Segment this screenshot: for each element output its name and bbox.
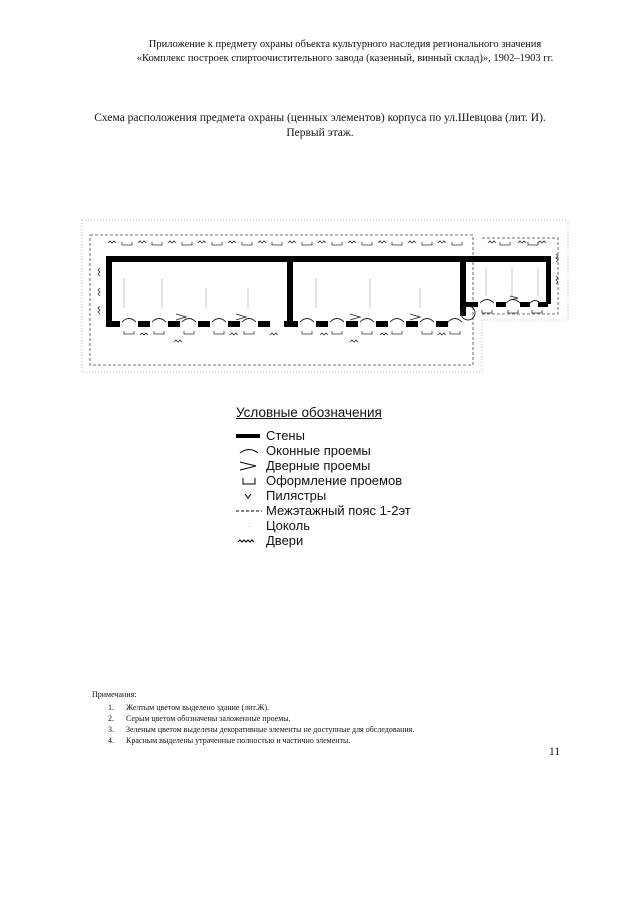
legend-label: Стены <box>266 428 305 443</box>
notes-title: Примечания: <box>92 690 137 699</box>
scheme-title-line-2: Первый этаж. <box>286 127 354 139</box>
legend-item-pilasters <box>236 488 456 503</box>
legend-label: Оформление проемов <box>266 473 403 488</box>
legend-item-doors <box>236 533 456 548</box>
opening-frame-icon <box>236 473 262 488</box>
note-text: Желтым цветом выделено здание (лит.Ж). <box>126 703 270 712</box>
side-decor <box>98 254 558 314</box>
wall-top <box>106 256 546 262</box>
window-arc-icon <box>236 443 262 458</box>
note-number: 2. <box>108 714 114 723</box>
legend-label: Межэтажный пояс 1-2эт <box>266 503 411 518</box>
header-line-1: Приложение к предмету охраны объекта культурного наследия регионального значения <box>148 39 542 50</box>
scheme-title <box>70 111 570 141</box>
plinth-outline <box>82 220 568 372</box>
note-number: 1. <box>108 703 114 712</box>
scheme-title-line-1: Схема расположения предмета охраны (ценных элементов) корпуса по ул.Шевцова (лит. И). <box>94 112 546 124</box>
legend-label: Дверные проемы <box>266 458 371 473</box>
document-header <box>110 38 580 66</box>
floor-plan-drawing <box>80 218 570 380</box>
notes <box>92 689 562 746</box>
plinth-dots-icon <box>236 518 262 533</box>
legend-label: Двери <box>266 533 304 548</box>
note-item <box>92 735 562 746</box>
wall-partition-1 <box>287 256 293 322</box>
door-zigzag-icon <box>236 533 262 548</box>
note-item <box>92 702 562 713</box>
note-text: Зеленым цветом выделены декоративные элементы не доступные для обследования. <box>126 725 415 734</box>
walls <box>106 256 551 322</box>
pilaster-icon <box>236 488 262 503</box>
dashed-line-icon <box>236 503 262 518</box>
page-number: 11 <box>549 746 561 758</box>
legend <box>236 405 456 548</box>
note-item <box>92 724 562 735</box>
note-number: 4. <box>108 736 114 745</box>
wall-symbol-icon <box>236 428 262 443</box>
legend-label: Оконные проемы <box>266 443 371 458</box>
wall-left <box>106 256 112 322</box>
top-decor-row <box>108 241 546 243</box>
note-item <box>92 713 562 724</box>
wall-annex-right <box>546 256 551 304</box>
legend-label: Цоколь <box>266 518 310 533</box>
legend-item-opening-frames <box>236 473 456 488</box>
note-number: 3. <box>108 725 114 734</box>
door-opening-icon <box>236 458 262 473</box>
bottom-frame-row <box>124 310 542 334</box>
legend-title: Условные обозначения <box>236 405 382 420</box>
door-openings <box>176 296 518 320</box>
legend-item-door-openings <box>236 458 456 473</box>
note-text: Серым цветом обозначены заложенные проемы. <box>126 714 291 723</box>
legend-item-windows <box>236 443 456 458</box>
legend-item-interfloor-belt <box>236 503 456 518</box>
top-frame-row <box>122 242 538 245</box>
interfloor-belt <box>90 235 473 365</box>
legend-item-plinth <box>236 518 456 533</box>
note-text: Красным выделены утраченные полностью и частично элементы. <box>126 736 351 745</box>
legend-label: Пилястры <box>266 488 327 503</box>
legend-item-walls <box>236 428 456 443</box>
header-line-2: «Комплекс построек спиртоочистительного завода (казенный, винный склад)», 1902–1903 гг. <box>136 53 554 64</box>
